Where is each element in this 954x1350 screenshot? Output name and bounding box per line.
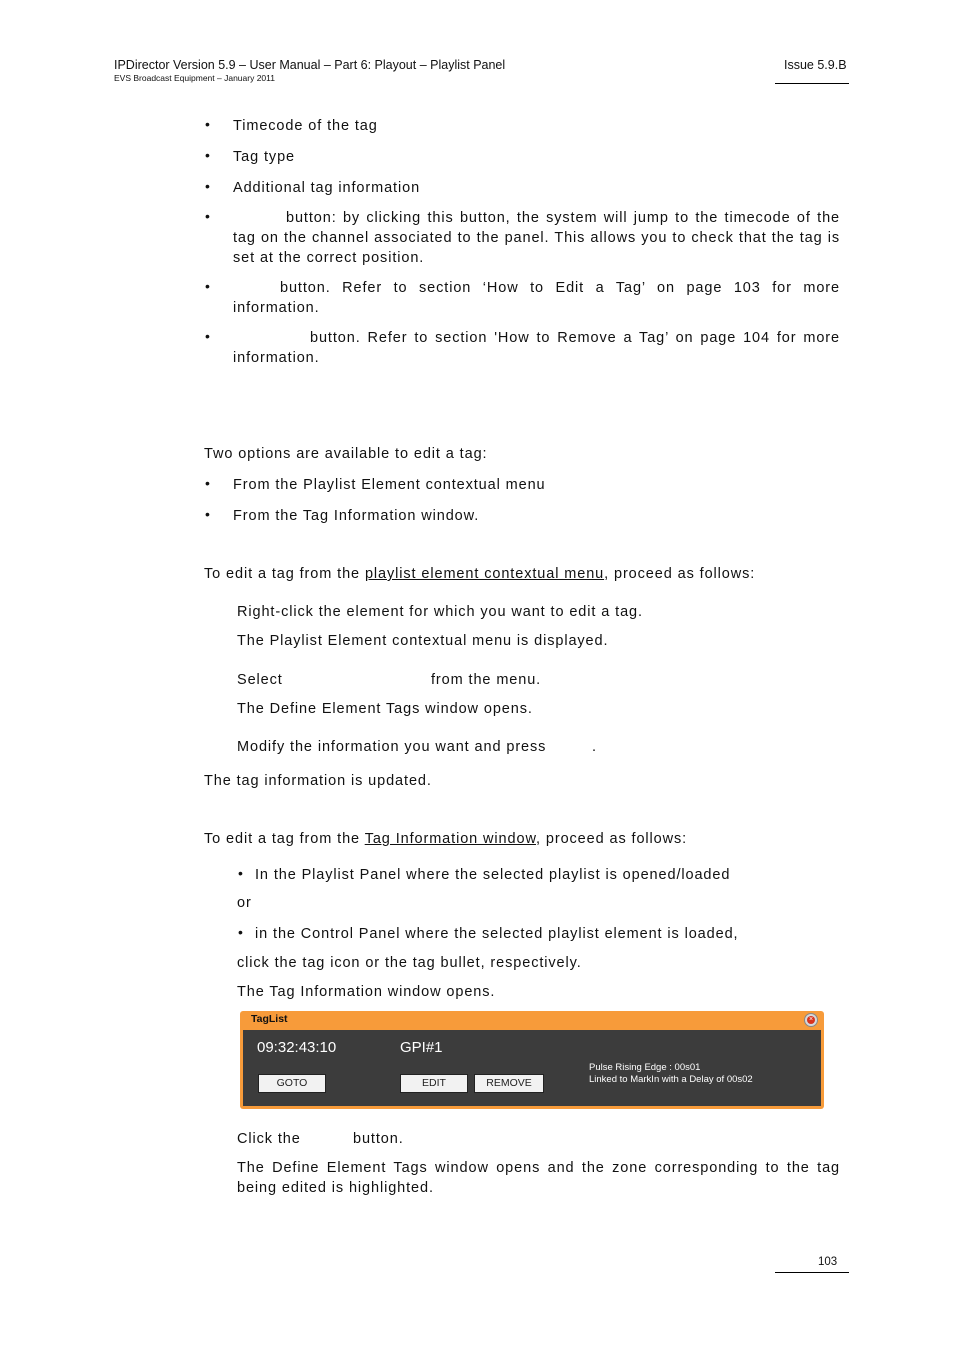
bullet-icon: • xyxy=(205,475,210,491)
footer-rule xyxy=(775,1272,849,1273)
step-2-select: Select xyxy=(237,672,283,688)
window-opens-line: The Tag Information window opens. xyxy=(237,984,496,1000)
taglist-window xyxy=(240,1011,824,1109)
taglist-title: TagList xyxy=(251,1013,288,1025)
click-the: Click the xyxy=(237,1131,301,1147)
bullet-icon: • xyxy=(205,208,210,224)
header-title: IPDirector Version 5.9 – User Manual – Part 6: Playout – Playlist Panel xyxy=(114,58,506,72)
bullet-icon: • xyxy=(238,865,243,881)
bullet-icon: • xyxy=(205,278,210,294)
edit-button[interactable]: EDIT xyxy=(400,1074,468,1093)
list-item-edit: button. Refer to section ‘How to Edit a Tag’ on page 103 for more information. xyxy=(233,280,840,316)
bullet-icon: • xyxy=(205,328,210,344)
tag-information-window-link[interactable]: Tag Information window xyxy=(364,831,537,847)
close-icon[interactable]: × xyxy=(804,1013,818,1027)
list-item: Additional tag information xyxy=(233,180,421,196)
step-1: Right-click the element for which you want to edit a tag. xyxy=(237,604,643,620)
final-paragraph: The Define Element Tags window opens and the zone corresponding to the tag being edited is highlighted. xyxy=(237,1160,840,1196)
bullet-icon: • xyxy=(205,178,210,194)
header-rule xyxy=(775,83,849,84)
section2-intro: To edit a tag from the Tag Information window, proceed as follows: xyxy=(204,831,688,847)
goto-button[interactable]: GOTO xyxy=(258,1074,326,1093)
section1-intro: To edit a tag from the playlist element contextual menu, proceed as follows: xyxy=(204,566,756,582)
intro-text: Two options are available to edit a tag: xyxy=(204,446,488,462)
header-subtitle: EVS Broadcast Equipment – January 2011 xyxy=(114,73,275,83)
tag-timecode: 09:32:43:10 xyxy=(257,1039,337,1056)
bullet-icon: • xyxy=(205,147,210,163)
list-item-remove: button. Refer to section 'How to Remove a Tag’ on page 104 for more information. xyxy=(233,330,840,366)
tag-info-line-1: Pulse Rising Edge : 00s01 xyxy=(589,1062,701,1073)
option-item: From the Playlist Element contextual menu xyxy=(233,477,546,493)
option-control-panel: in the Control Panel where the selected playlist element is loaded, xyxy=(255,926,739,942)
step-2-result: The Define Element Tags window opens. xyxy=(237,701,533,717)
or-text: or xyxy=(237,895,252,911)
tag-type: GPI#1 xyxy=(400,1039,443,1056)
button-text: button. xyxy=(353,1131,404,1147)
option-playlist-panel: In the Playlist Panel where the selected playlist is opened/loaded xyxy=(255,867,731,883)
step-2-from-menu: from the menu. xyxy=(431,672,542,688)
bullet-icon: • xyxy=(205,116,210,132)
playlist-element-menu-link[interactable]: playlist element contextual menu xyxy=(364,566,605,582)
section1-result: The tag information is updated. xyxy=(204,773,432,789)
header-issue: Issue 5.9.B xyxy=(784,58,847,72)
bullet-icon: • xyxy=(238,924,243,940)
taglist-body xyxy=(243,1030,821,1106)
list-item: Timecode of the tag xyxy=(233,118,378,134)
tag-info-line-2: Linked to MarkIn with a Delay of 00s02 xyxy=(589,1074,753,1085)
remove-button[interactable]: REMOVE xyxy=(474,1074,544,1093)
step-1-result: The Playlist Element contextual menu is displayed. xyxy=(237,633,609,649)
step-3: Modify the information you want and press xyxy=(237,739,547,755)
bullet-icon: • xyxy=(205,506,210,522)
step-3-end: . xyxy=(592,739,597,755)
option-item: From the Tag Information window. xyxy=(233,508,480,524)
list-item-goto: button: by clicking this button, the system will jump to the timecode of the tag on the channel associated to the panel. This allows you to check that the tag is set at the correct position. xyxy=(233,210,840,266)
click-tag-line: click the tag icon or the tag bullet, respectively. xyxy=(237,955,582,971)
list-item: Tag type xyxy=(233,149,296,165)
page-number: 103 xyxy=(818,1256,838,1268)
